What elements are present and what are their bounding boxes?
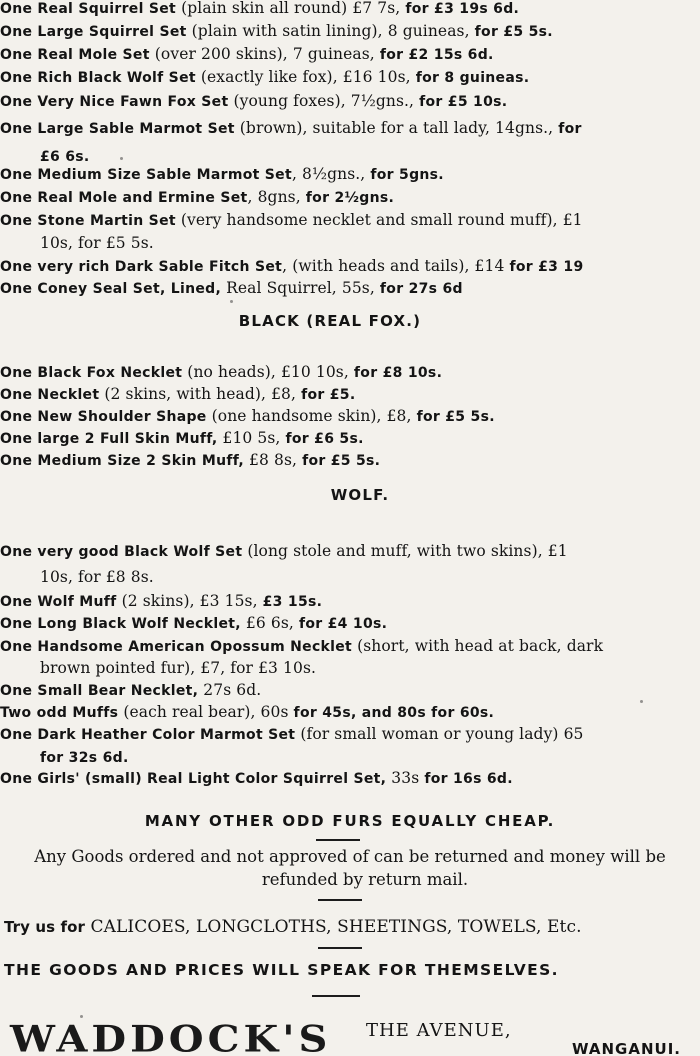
section-heading-wolf: WOLF. bbox=[330, 486, 390, 504]
many-other-furs-heading: MANY OTHER ODD FURS EQUALLY CHEAP. bbox=[144, 812, 556, 830]
list-item: One Stone Martin Set (very handsome necklet and small round muff), £1 bbox=[0, 211, 583, 229]
list-item: One Necklet (2 skins, with head), £8, for £5. bbox=[0, 385, 356, 403]
print-speck bbox=[80, 1015, 83, 1018]
list-item-continuation: 10s, for £8 8s. bbox=[40, 568, 154, 586]
list-item: Two odd Muffs (each real bear), 60s for 45s, and 80s for 60s. bbox=[0, 703, 495, 721]
list-item-continuation: brown pointed fur), £7, for £3 10s. bbox=[40, 659, 317, 677]
divider bbox=[318, 899, 362, 901]
list-item: One Coney Seal Set, Lined, Real Squirrel, 55s, for 27s 6d bbox=[0, 279, 463, 297]
list-item: One Very Nice Fawn Fox Set (young foxes), 7½gns., for £5 10s. bbox=[0, 92, 508, 110]
list-item: One Medium Size Sable Marmot Set, 8½gns., for 5gns. bbox=[0, 165, 444, 183]
divider bbox=[318, 947, 362, 949]
store-name-logo: WADDOCK'S bbox=[10, 1018, 332, 1056]
list-item: One Real Squirrel Set (plain skin all round) £7 7s, for £3 19s 6d. bbox=[0, 0, 520, 17]
list-item: One very good Black Wolf Set (long stole and muff, with two skins), £1 bbox=[0, 542, 568, 560]
list-item: One Large Sable Marmot Set (brown), suitable for a tall lady, 14gns., for bbox=[0, 119, 582, 137]
list-item-continuation: £6 6s. bbox=[40, 149, 90, 165]
list-item: One Small Bear Necklet, 27s 6d. bbox=[0, 681, 262, 699]
print-speck bbox=[640, 700, 643, 703]
divider bbox=[316, 839, 360, 841]
returns-note-line-2: refunded by return mail. bbox=[261, 870, 469, 889]
list-item: One Medium Size 2 Skin Muff, £8 8s, for £5 5s. bbox=[0, 451, 381, 469]
goods-speak-tagline: THE GOODS AND PRICES WILL SPEAK FOR THEMSELVES. bbox=[4, 961, 559, 979]
list-item: One Large Squirrel Set (plain with satin lining), 8 guineas, for £5 5s. bbox=[0, 22, 553, 40]
print-speck bbox=[120, 157, 123, 160]
list-item: One Real Mole and Ermine Set, 8gns, for 2½gns. bbox=[0, 188, 395, 206]
list-item: One Handsome American Opossum Necklet (short, with head at back, dark bbox=[0, 637, 604, 655]
list-item: One Black Fox Necklet (no heads), £10 10s, for £8 10s. bbox=[0, 363, 443, 381]
list-item: One Wolf Muff (2 skins), £3 15s, £3 15s. bbox=[0, 592, 323, 610]
list-item: One Real Mole Set (over 200 skins), 7 guineas, for £2 15s 6d. bbox=[0, 45, 494, 63]
list-item-continuation: 10s, for £5 5s. bbox=[40, 234, 154, 252]
store-town: WANGANUI. bbox=[572, 1040, 681, 1056]
list-item: One Girls' (small) Real Light Color Squirrel Set, 33s for 16s 6d. bbox=[0, 769, 513, 787]
try-us-line: Try us for CALICOES, LONGCLOTHS, SHEETINGS, TOWELS, Etc. bbox=[4, 917, 582, 937]
list-item: One Long Black Wolf Necklet, £6 6s, for £4 10s. bbox=[0, 614, 388, 632]
list-item: One Rich Black Wolf Set (exactly like fox), £16 10s, for 8 guineas. bbox=[0, 68, 530, 86]
list-item-continuation: for 32s 6d. bbox=[40, 750, 129, 766]
list-item: One very rich Dark Sable Fitch Set, (with heads and tails), £14 for £3 19 bbox=[0, 257, 584, 275]
divider bbox=[312, 995, 360, 997]
store-street: THE AVENUE, bbox=[366, 1020, 512, 1041]
list-item: One large 2 Full Skin Muff, £10 5s, for £6 5s. bbox=[0, 429, 364, 447]
print-speck bbox=[230, 300, 233, 303]
list-item: One Dark Heather Color Marmot Set (for small woman or young lady) 65 bbox=[0, 725, 584, 743]
returns-note: Any Goods ordered and not approved of can be returned and money will be bbox=[34, 847, 666, 866]
list-item: One New Shoulder Shape (one handsome skin), £8, for £5 5s. bbox=[0, 407, 495, 425]
section-heading-black-fox: BLACK (REAL FOX.) bbox=[238, 312, 422, 330]
